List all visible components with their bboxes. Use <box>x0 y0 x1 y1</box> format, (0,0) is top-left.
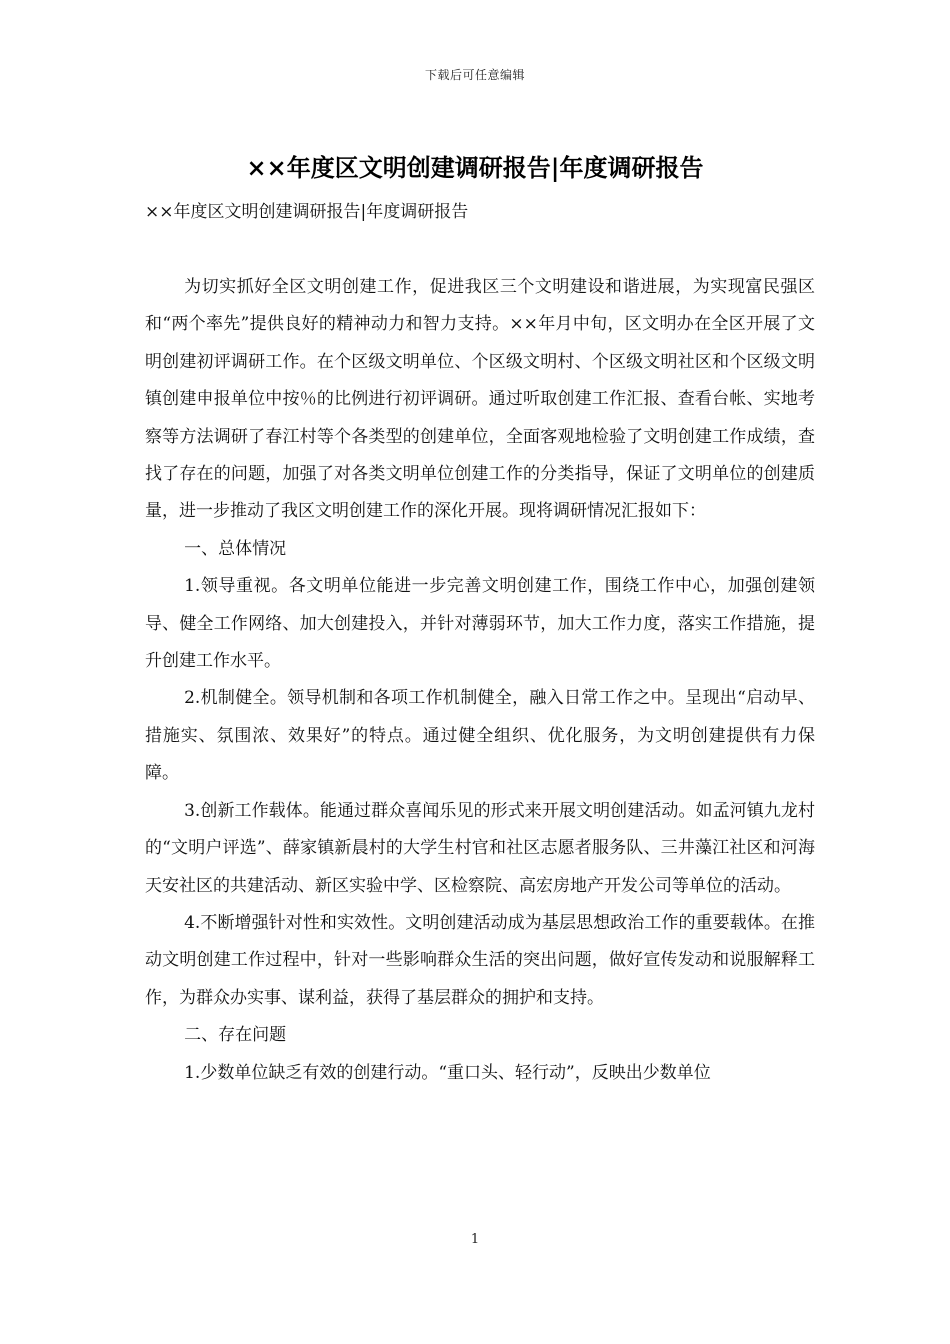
problem-item-1: 1.少数单位缺乏有效的创建行动。“重口头、轻行动”，反映出少数单位 <box>184 1062 711 1083</box>
document-body <box>145 269 815 1092</box>
document-title: ××年度区文明创建调研报告|年度调研报告 <box>246 153 704 182</box>
overview-item-4: 4.不断增强针对性和实效性。文明创建活动成为基层思想政治工作的重要载体。在推动文明创建工作过程中，针对一些影响群众生活的突出问题，做好宣传发动和说服解释工作，为群众办实事、谋利益，获得了基层群众的拥护和支持。 <box>145 912 815 1008</box>
overview-item-2: 2.机制健全。领导机制和各项工作机制健全，融入日常工作之中。呈现出“启动早、措施实、氛围浓、效果好”的特点。通过健全组织、优化服务，为文明创建提供有力保障。 <box>145 688 815 784</box>
document-subtitle: ××年度区文明创建调研报告|年度调研报告 <box>145 202 469 222</box>
overview-item-3: 3.创新工作载体。能通过群众喜闻乐见的形式来开展文明创建活动。如孟河镇九龙村的“文明户评选”、薛家镇新晨村的大学生村官和社区志愿者服务队、三井藻江社区和河海天安社区的共建活动、新区实验中学、区检察院、高宏房地产开发公司等单位的活动。 <box>145 800 815 896</box>
section-heading-overview: 一、总体情况 <box>184 538 287 559</box>
page-number: 1 <box>470 1232 480 1247</box>
page-header-note: 下载后可任意编辑 <box>424 68 525 82</box>
overview-item-1: 1.领导重视。各文明单位能进一步完善文明创建工作，围绕工作中心，加强创建领导、健全工作网络、加大创建投入，并针对薄弱环节，加大工作力度，落实工作措施，提升创建工作水平。 <box>145 576 815 672</box>
section-heading-problems: 二、存在问题 <box>184 1025 287 1046</box>
intro-paragraph: 为切实抓好全区文明创建工作，促进我区三个文明建设和谐进展，为实现富民强区和“两个率先”提供良好的精神动力和智力支持。××年月中旬，区文明办在全区开展了文明创建初评调研工作。在个区级文明单位、个区级文明村、个区级文明社区和个区级文明镇创建申报单位中按％的比例进行初评调研。通过听取创建工作汇报、查看台帐、实地考察等方法调研了春江村等个各类型的创建单位，全面客观地检验了文明创建工作成绩，查找了存在的问题，加强了对各类文明单位创建工作的分类指导，保证了文明单位的创建质量，进一步推动了我区文明创建工作的深化开展。现将调研情况汇报如下： <box>145 277 815 522</box>
